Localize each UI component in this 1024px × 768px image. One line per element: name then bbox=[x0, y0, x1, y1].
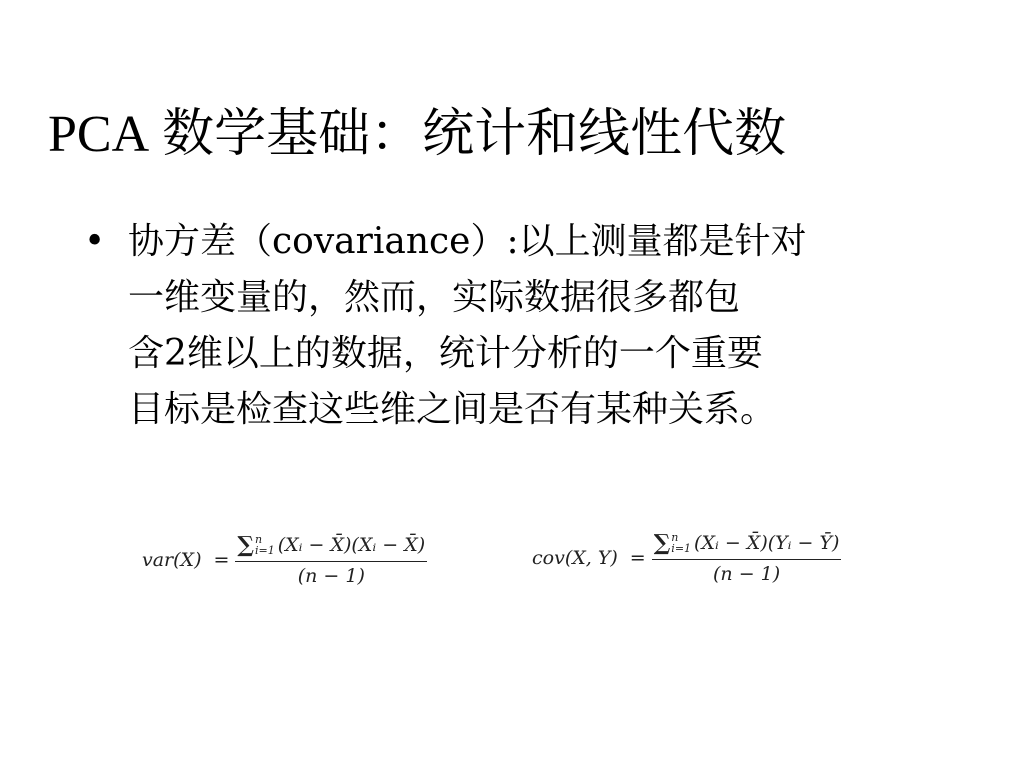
bullet-line-1: 协方差（covariance）:以上测量都是针对 bbox=[128, 221, 807, 262]
variance-numerator bbox=[235, 532, 427, 562]
variance-numerator-expr: (Xᵢ − X̄)(Xᵢ − X̄) bbox=[277, 534, 426, 556]
bullet-item bbox=[84, 214, 944, 438]
covariance-sum-lower: i=1 bbox=[671, 542, 692, 555]
variance-lhs: var(X) bbox=[142, 548, 202, 571]
bullet-marker: • bbox=[84, 221, 106, 262]
bullet-list bbox=[84, 214, 944, 438]
variance-sum-lower: i=1 bbox=[255, 544, 275, 557]
slide-title-latin: PCA bbox=[48, 106, 150, 163]
variance-sum-upper: n bbox=[255, 533, 263, 546]
bullet-line-2: 一维变量的，然而，实际数据很多都包 bbox=[128, 277, 741, 318]
covariance-formula bbox=[532, 530, 841, 585]
covariance-denominator: (n − 1) bbox=[713, 563, 781, 585]
slide-title bbox=[48, 100, 786, 170]
covariance-fraction bbox=[652, 530, 842, 585]
bullet-line-3: 含2维以上的数据，统计分析的一个重要 bbox=[128, 333, 763, 374]
covariance-sigma-icon: ∑ bbox=[653, 530, 671, 556]
variance-equals: = bbox=[213, 548, 230, 571]
variance-fraction bbox=[235, 532, 427, 587]
covariance-lhs: cov(X, Y) bbox=[532, 546, 618, 569]
variance-sigma-icon: ∑ bbox=[237, 532, 254, 558]
variance-sum-limits bbox=[255, 534, 275, 556]
variance-formula bbox=[142, 532, 427, 587]
covariance-sum-limits bbox=[671, 532, 691, 554]
covariance-equals: = bbox=[629, 546, 646, 569]
covariance-numerator bbox=[652, 530, 842, 560]
variance-denominator: (n − 1) bbox=[297, 565, 365, 587]
covariance-numerator-expr: (Xᵢ − X̄)(Yᵢ − Ȳ) bbox=[694, 532, 840, 554]
covariance-sum-upper: n bbox=[671, 531, 679, 544]
bullet-line-4: 目标是检查这些维之间是否有某种关系。 bbox=[128, 389, 777, 430]
slide-title-cjk: 数学基础：统计和线性代数 bbox=[149, 106, 787, 163]
